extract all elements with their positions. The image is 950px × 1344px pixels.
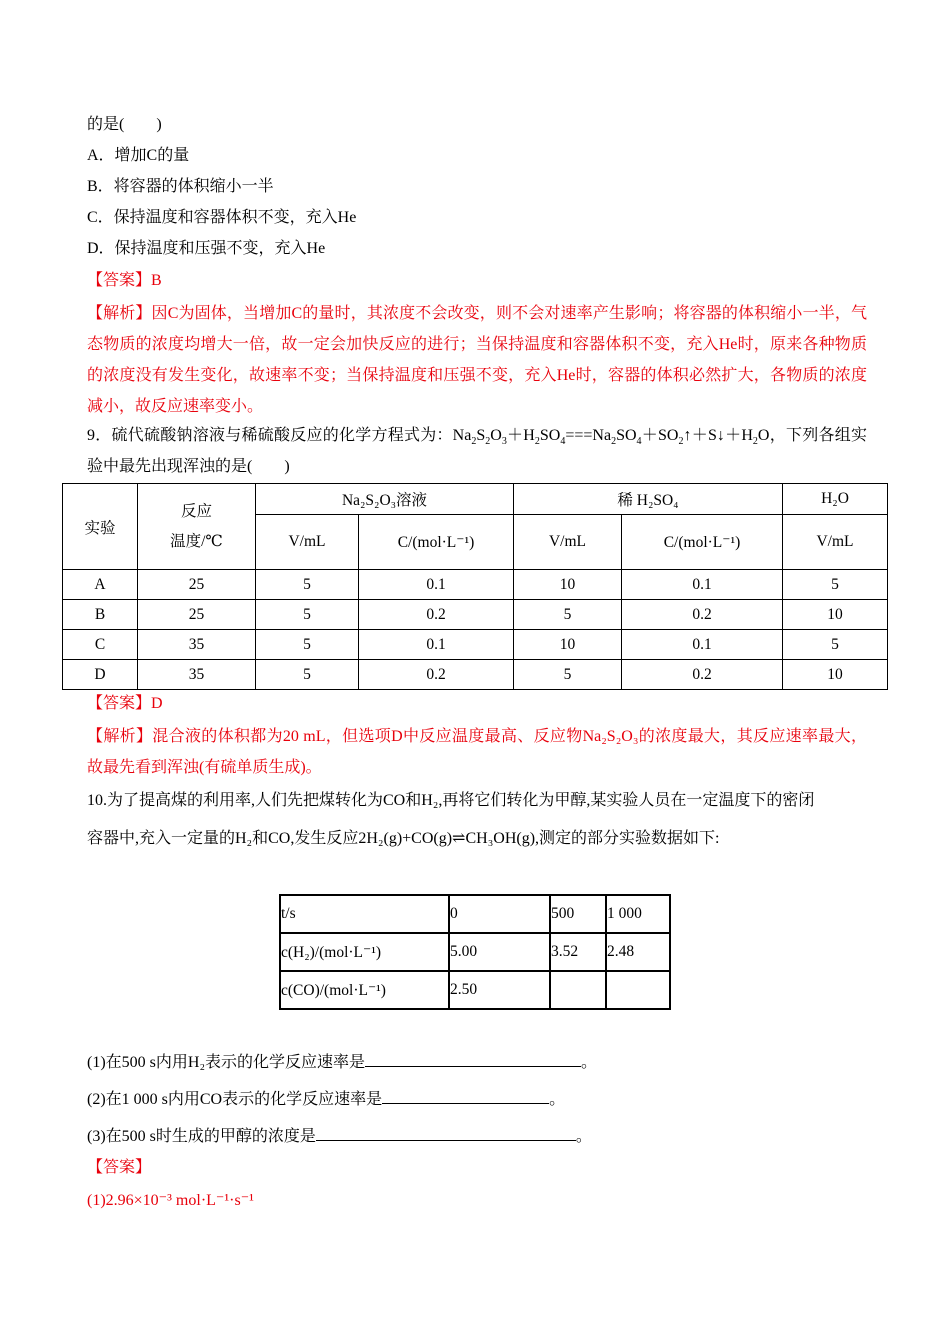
q8-option-a: A．增加C的量 (87, 147, 190, 164)
q10-stem-line2: 容器中,充入一定量的H₂和CO,发生反应2H₂(g)+CO(g)⇌CH₃OH(g),测定的部分实验数据如下: (87, 830, 720, 847)
cell: 0.2 (359, 600, 514, 630)
cell: c(CO)/(mol·L⁻¹) (280, 971, 449, 1009)
q9-table (62, 483, 888, 690)
cell: 5 (783, 630, 888, 660)
cell: 0.1 (622, 630, 783, 660)
table-row (63, 660, 888, 690)
q8-option-d: D．保持温度和压强不变，充入He (87, 240, 326, 257)
table-row (280, 895, 670, 933)
q10-sub1 (87, 1050, 597, 1074)
cell: 3.52 (550, 933, 606, 971)
cell: 10 (514, 630, 622, 660)
cell: 10 (783, 660, 888, 690)
q9-stem-end: ，下列各组实验中最先出现浑浊的是( ) (87, 427, 867, 475)
period: 。 (575, 1128, 592, 1145)
cell: 5 (256, 600, 359, 630)
q9-stem-start: 9．硫代硫酸钠溶液与稀硫酸反应的化学方程式为：Na (87, 427, 472, 444)
table-row (280, 971, 670, 1009)
table-row (63, 630, 888, 660)
cell (606, 971, 670, 1009)
q9-answer: 【答案】D (87, 695, 163, 712)
cell (550, 971, 606, 1009)
cell: 25 (138, 600, 256, 630)
period: 。 (581, 1054, 598, 1071)
q8-stem-end: 的是( ) (87, 116, 162, 133)
cell: A (63, 570, 138, 600)
q10-table (279, 894, 671, 1010)
cell: 500 (550, 895, 606, 933)
header-h2o-volume: V/mL (783, 515, 888, 570)
cell: 0.2 (359, 660, 514, 690)
cell: 0.1 (622, 570, 783, 600)
q10-sub3 (87, 1124, 592, 1148)
q10-sub1-text: (1)在500 s内用H₂表示的化学反应速率是 (87, 1054, 366, 1071)
cell: 0 (449, 895, 550, 933)
cell: D (63, 660, 138, 690)
answer-blank[interactable] (382, 1087, 549, 1104)
q10-answer: 【答案】 (87, 1159, 152, 1176)
header-temperature (138, 484, 256, 570)
header-temperature-line1: 反应 (180, 502, 212, 520)
cell: t/s (280, 895, 449, 933)
cell: 1 000 (606, 895, 670, 933)
q10-sub3-text: (3)在500 s时生成的甲醇的浓度是 (87, 1128, 316, 1145)
answer-blank[interactable] (365, 1050, 581, 1067)
cell: 5 (514, 600, 622, 630)
q9-analysis: 【解析】混合液的体积都为20 mL，但选项D中反应温度最高、反应物Na₂S₂O₃的浓度最大，其反应速率最大，故最先看到浑浊(有硫单质生成)。 (87, 728, 867, 776)
cell: 25 (138, 570, 256, 600)
period: 。 (549, 1091, 566, 1108)
header-na-volume: V/mL (256, 515, 359, 570)
q8-option-b: B．将容器的体积缩小一半 (87, 178, 274, 195)
cell: 0.1 (359, 570, 514, 600)
cell: 35 (138, 630, 256, 660)
cell: 35 (138, 660, 256, 690)
table-row (280, 933, 670, 971)
cell: 5 (256, 570, 359, 600)
cell: B (63, 600, 138, 630)
cell: 5 (256, 660, 359, 690)
header-h2so4: 稀 H₂SO₄ (514, 484, 783, 515)
answer-blank[interactable] (316, 1124, 576, 1141)
cell: 0.2 (622, 600, 783, 630)
cell: 5 (514, 660, 622, 690)
cell: 5 (256, 630, 359, 660)
q8-analysis: 【解析】因C为固体，当增加C的量时，其浓度不会改变，则不会对速率产生影响；将容器的体积缩小一半，气态物质的浓度均增大一倍，故一定会加快反应的进行；当保持温度和容器体积不变，充入He时，原来各种物质的浓度没有发生变化，故速率不变；当保持温度和压强不变，充入He时，容器的体积必然扩大，各物质的浓度减小，故反应速率变小。 (87, 305, 867, 415)
header-temperature-line2: 温度/℃ (170, 532, 223, 550)
q10-stem-line1: 10.为了提高煤的利用率,人们先把煤转化为CO和H₂,再将它们转化为甲醇,某实验人员在一定温度下的密闭 (87, 792, 815, 809)
table-row (63, 570, 888, 600)
cell: c(H₂)/(mol·L⁻¹) (280, 933, 449, 971)
header-h2so4-conc: C/(mol·L⁻¹) (622, 515, 783, 570)
q8-answer: 【答案】B (87, 272, 162, 289)
q10-sub2-text: (2)在1 000 s内用CO表示的化学反应速率是 (87, 1091, 383, 1108)
q10-answer-1: (1)2.96×10⁻³ mol·L⁻¹·s⁻¹ (87, 1192, 254, 1209)
cell: 0.2 (622, 660, 783, 690)
header-h2o: H₂O (783, 484, 888, 515)
cell: C (63, 630, 138, 660)
cell: 10 (783, 600, 888, 630)
q8-option-c: C．保持温度和容器体积不变，充入He (87, 209, 357, 226)
cell: 2.50 (449, 971, 550, 1009)
header-experiment: 实验 (63, 484, 138, 570)
cell: 5 (783, 570, 888, 600)
header-na2s2o3: Na₂S₂O₃溶液 (256, 484, 514, 515)
cell: 2.48 (606, 933, 670, 971)
header-na-conc: C/(mol·L⁻¹) (359, 515, 514, 570)
cell: 0.1 (359, 630, 514, 660)
q9-stem: 9．硫代硫酸钠溶液与稀硫酸反应的化学方程式为：$Na_2S_2O_3+H_2SO_4===Na_2SO_4+SO_2↑+S↓+H_2O$，下列各组实验中最先出现浑浊的是( ) (87, 427, 867, 475)
cell: 10 (514, 570, 622, 600)
header-h2so4-volume: V/mL (514, 515, 622, 570)
table-row (63, 600, 888, 630)
cell: 5.00 (449, 933, 550, 971)
q10-sub2 (87, 1087, 565, 1111)
